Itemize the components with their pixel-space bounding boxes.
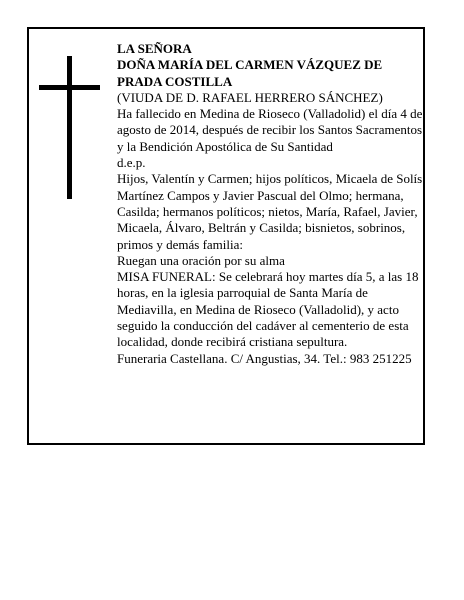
cross-icon-bar — [39, 85, 100, 90]
notice-heading: LA SEÑORA — [117, 41, 192, 56]
deceased-name: DOÑA MARÍA DEL CARMEN VÁZQUEZ DE PRADA COSTILLA — [117, 57, 383, 89]
rip-line: d.e.p. — [117, 155, 146, 171]
obituary-notice — [27, 27, 425, 445]
funeral-home: Funeraria Castellana. C/ Angustias, 34. Tel.: 983 251225 — [117, 350, 412, 366]
obituary-text — [117, 41, 423, 367]
prayer-request: Ruegan una oración por su alma — [117, 252, 285, 268]
funeral-mass: MISA FUNERAL: Se celebrará hoy martes día 5, a las 18 horas, en la iglesia parroquial de Santa María de Mediavilla, en Medina de Rioseco (Valladolid), y acto seguido la conducción del cadáver al cementerio de esta localidad, donde recibirá cristiana sepultura. — [117, 269, 419, 350]
death-announcement: Ha fallecido en Medina de Rioseco (Valladolid) el día 4 de agosto de 2014, después de recibir los Santos Sacramentos y la Bendición Apostólica de Su Santidad — [117, 106, 423, 154]
family-list: Hijos, Valentín y Carmen; hijos políticos, Micaela de Solís Martínez Campos y Javier Pascual del Olmo; hermana, Casilda; hermanos políticos; nietos, María, Rafael, Javier, Micaela, Álvaro, Beltrán y Casilda; bisnietos, sobrinos, primos y demás familia: — [117, 171, 423, 252]
widow-line: (VIUDA DE D. RAFAEL HERRERO SÁNCHEZ) — [117, 89, 383, 105]
cross-icon — [67, 56, 72, 199]
